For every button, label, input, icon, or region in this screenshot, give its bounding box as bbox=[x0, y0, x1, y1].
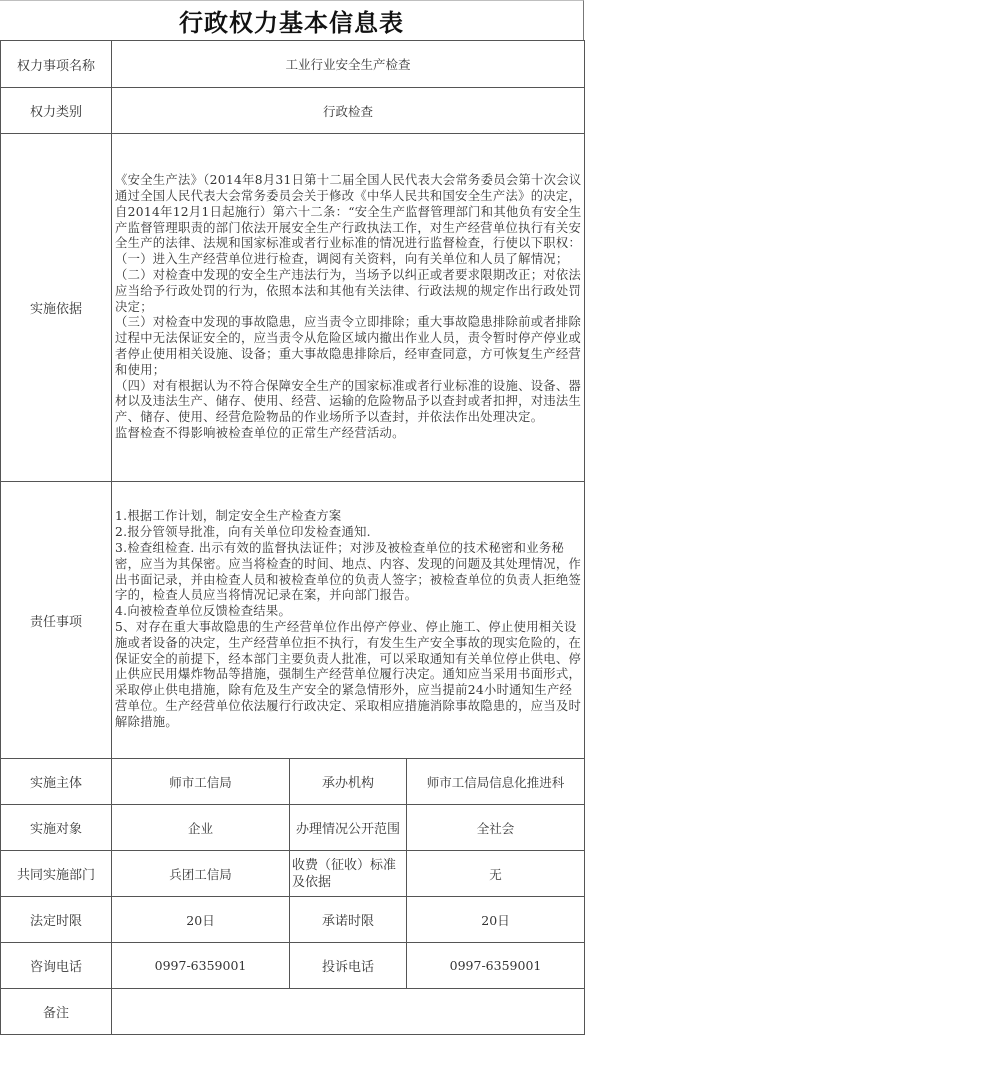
subject-value: 师市工信局 bbox=[112, 759, 290, 805]
target-label: 实施对象 bbox=[1, 805, 112, 851]
duties-paragraph: 2.报分管领导批准，向有关单位印发检查通知. bbox=[115, 525, 371, 540]
basis-paragraph: 《安全生产法》（2014年8月31日第十二届全国人民代表大会常务委员会第十次会议通过全国人民代表大会常务委员会关于修改《中华人民共和国安全生产法》的决定，自2014年12月1日起施行）第六十二条：“安全生产监督管理部门和其他负有安全生产监督管理职责的部门依法开展安全生产行政执法工作，对生产经营单位执行有关安全生产的法律、法规和国家标准或者行业标准的情况进行监督检查，行使以下职权： bbox=[115, 173, 582, 251]
duties-label: 责任事项 bbox=[1, 482, 112, 759]
fee-value: 无 bbox=[407, 851, 585, 897]
table-row bbox=[1, 41, 585, 88]
table-row bbox=[1, 482, 585, 759]
note-label: 备注 bbox=[1, 989, 112, 1035]
subject-label: 实施主体 bbox=[1, 759, 112, 805]
table-row bbox=[1, 851, 585, 897]
fee-label: 收费（征收）标准及依据 bbox=[290, 851, 407, 897]
table-row bbox=[1, 805, 585, 851]
table-row bbox=[1, 897, 585, 943]
agency-value: 师市工信局信息化推进科 bbox=[407, 759, 585, 805]
duties-paragraph: 4.向被检查单位反馈检查结果。 bbox=[115, 604, 292, 619]
phone-value: 0997-6359001 bbox=[112, 943, 290, 989]
duties-text bbox=[112, 482, 585, 759]
joint-label: 共同实施部门 bbox=[1, 851, 112, 897]
duties-paragraph: 3.检查组检查. 出示有效的监督执法证件；对涉及被检查单位的技术秘密和业务秘密，应当为其保密。应当将检查的时间、地点、内容、发现的问题及其处理情况，作出书面记录，并由检查人员和被检查单位的负责人签字；被检查单位的负责人拒绝签字的，检查人员应当将情况记录在案，并向部门报告。 bbox=[115, 541, 582, 603]
basis-paragraph: （二）对检查中发现的安全生产违法行为，当场予以纠正或者要求限期改正；对依法应当给予行政处罚的行为，依照本法和其他有关法律、行政法规的规定作出行政处罚决定； bbox=[115, 268, 582, 314]
table-row bbox=[1, 88, 585, 134]
table-row bbox=[1, 759, 585, 805]
name-value: 工业行业安全生产检查 bbox=[112, 41, 585, 88]
table-row bbox=[1, 989, 585, 1035]
category-value: 行政检查 bbox=[112, 88, 585, 134]
basis-paragraph: 监督检查不得影响被检查单位的正常生产经营活动。 bbox=[115, 425, 405, 440]
page-title: 行政权力基本信息表 bbox=[0, 0, 584, 40]
info-table bbox=[0, 40, 585, 1035]
duties-paragraph: 1.根据工作计划，制定安全生产检查方案 bbox=[115, 509, 342, 524]
basis-paragraph: （四）对有根据认为不符合保障安全生产的国家标准或者行业标准的设施、设备、器材以及违法生产、储存、使用、经营、运输的危险物品予以查封或者扣押，对违法生产、储存、使用、经营危险物品的作业场所予以查封，并依法作出处理决定。 bbox=[115, 378, 582, 425]
basis-text bbox=[112, 134, 585, 482]
basis-label: 实施依据 bbox=[1, 134, 112, 482]
table-row bbox=[1, 134, 585, 482]
phone-label: 咨询电话 bbox=[1, 943, 112, 989]
duties-paragraph: 5、对存在重大事故隐患的生产经营单位作出停产停业、停止施工、停止使用相关设施或者设备的决定，生产经营单位拒不执行，有发生生产安全事故的现实危险的，在保证安全的前提下，经本部门主要负责人批准，可以采取通知有关单位停止供电、停止供应民用爆炸物品等措施，强制生产经营单位履行决定。通知应当采用书面形式，采取停止供电措施，除有危及生产安全的紧急情形外，应当提前24小时通知生产经营单位。生产经营单位依法履行行政决定、采取相应措施消除事故隐患的，应当及时解除措施。 bbox=[115, 620, 582, 729]
disclosure-label: 办理情况公开范围 bbox=[290, 805, 407, 851]
joint-value: 兵团工信局 bbox=[112, 851, 290, 897]
limit-value: 20日 bbox=[112, 897, 290, 943]
disclosure-value: 全社会 bbox=[407, 805, 585, 851]
basis-paragraph: （一）进入生产经营单位进行检查，调阅有关资料，向有关单位和人员了解情况； bbox=[115, 252, 569, 267]
note-value bbox=[112, 989, 585, 1035]
complaint-value: 0997-6359001 bbox=[407, 943, 585, 989]
complaint-label: 投诉电话 bbox=[290, 943, 407, 989]
table-row bbox=[1, 943, 585, 989]
promise-label: 承诺时限 bbox=[290, 897, 407, 943]
category-label: 权力类别 bbox=[1, 88, 112, 134]
name-label: 权力事项名称 bbox=[1, 41, 112, 88]
agency-label: 承办机构 bbox=[290, 759, 407, 805]
target-value: 企业 bbox=[112, 805, 290, 851]
promise-value: 20日 bbox=[407, 897, 585, 943]
basis-paragraph: （三）对检查中发现的事故隐患，应当责令立即排除；重大事故隐患排除前或者排除过程中无法保证安全的，应当责令从危险区域内撤出作业人员，责令暂时停产停业或者停止使用相关设施、设备；重大事故隐患排除后，经审查同意，方可恢复生产经营和使用； bbox=[115, 315, 582, 377]
limit-label: 法定时限 bbox=[1, 897, 112, 943]
